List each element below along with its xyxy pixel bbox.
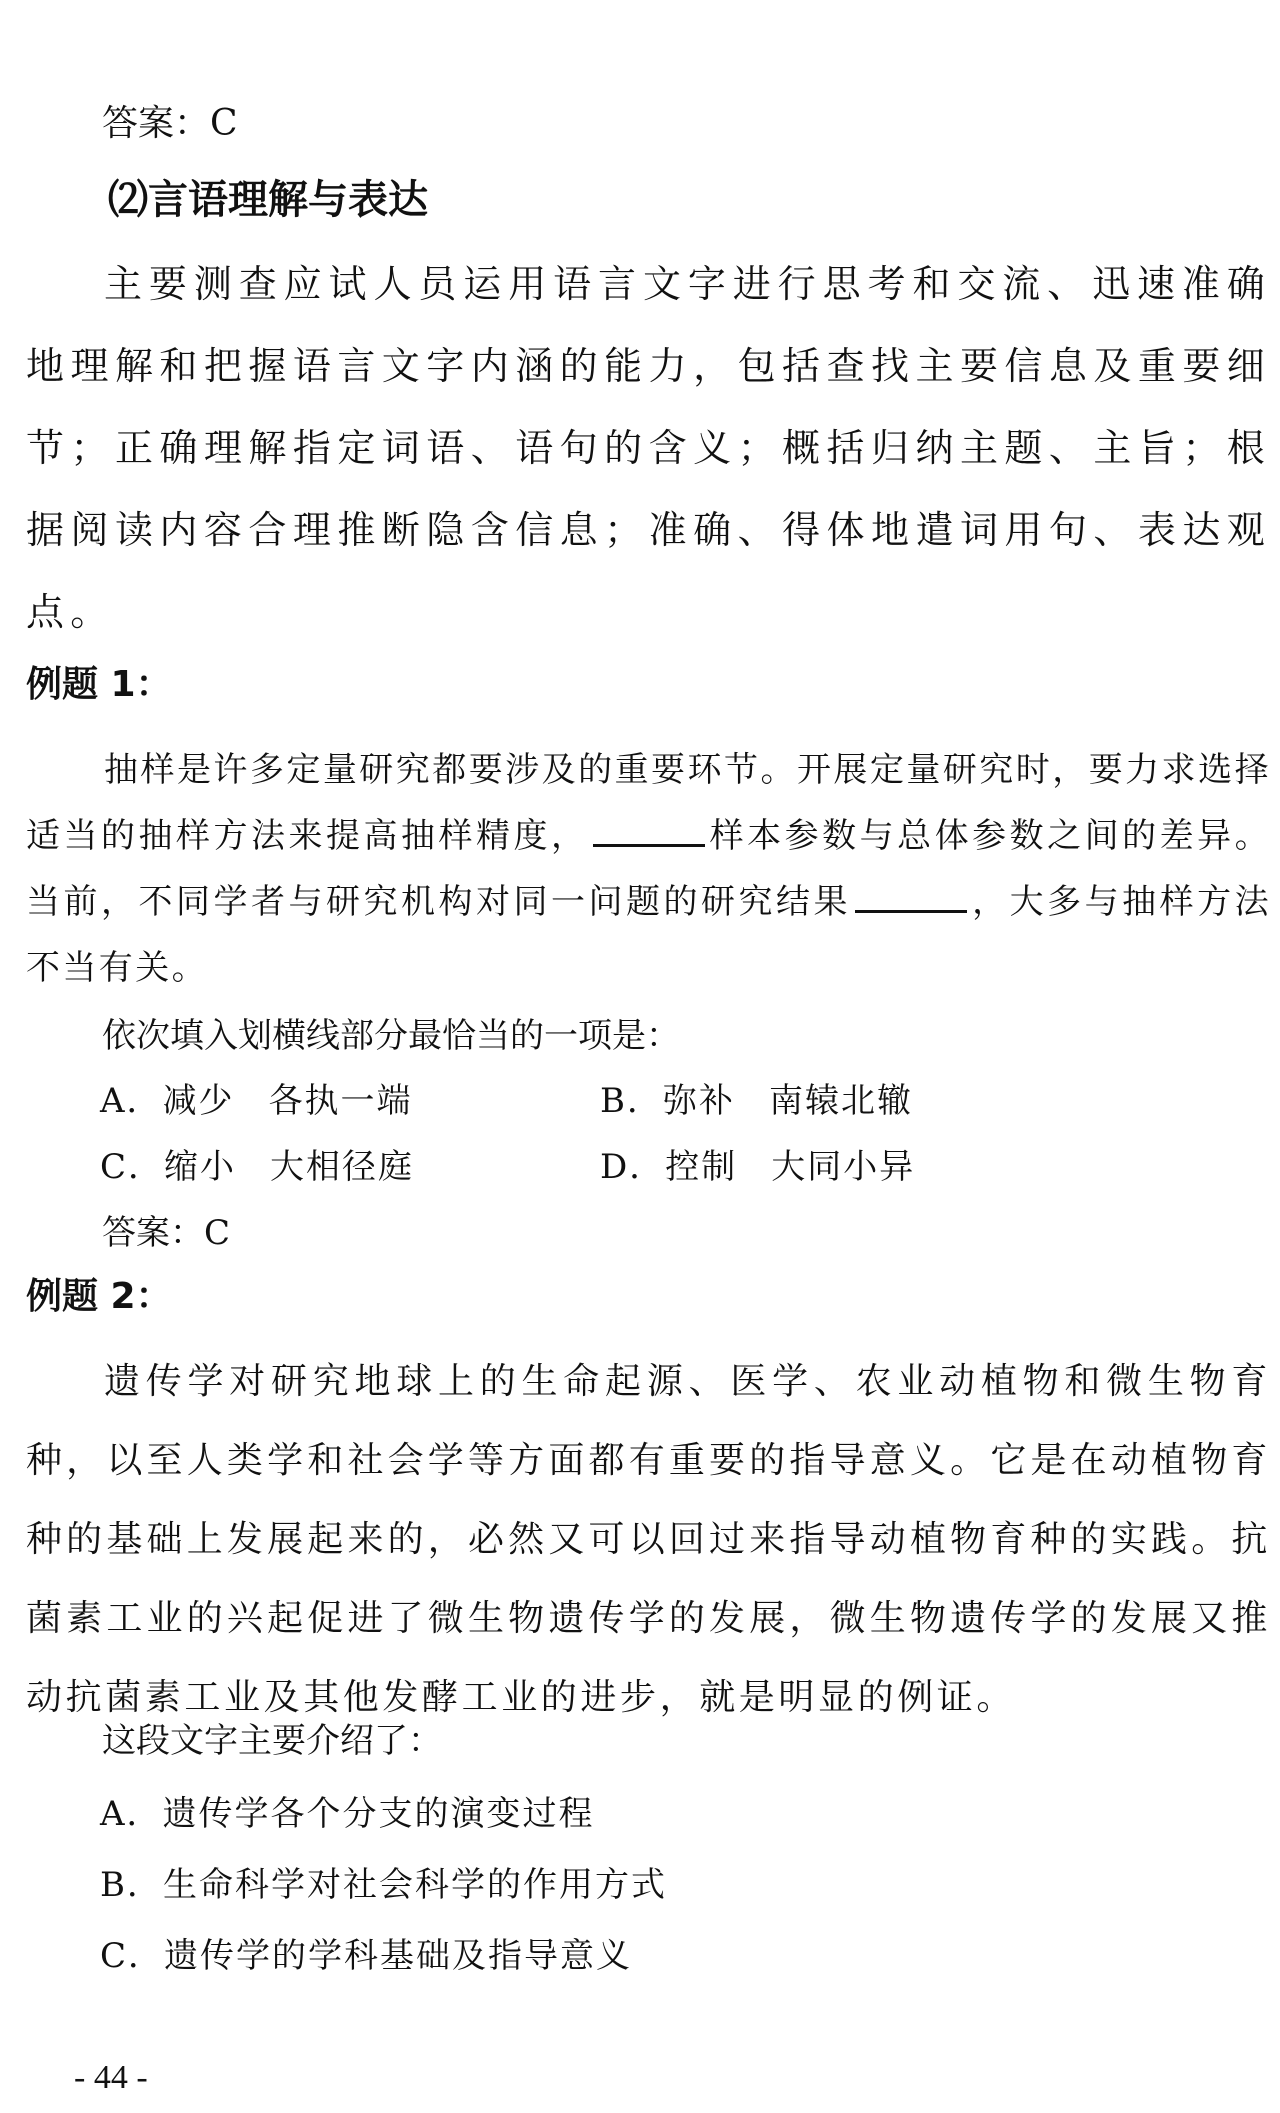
example1-passage-part2: 样本参数与总体参数之间的差异。当前，不同学者与研究机构对同一问题的研究结果 bbox=[26, 816, 1271, 922]
option-c-word1: 缩小 bbox=[164, 1147, 237, 1187]
example2-option-c: C．遗传学的学科基础及指导意义 bbox=[100, 1936, 633, 1976]
example1-passage-part3: ，大多与抽样方法不当有关。 bbox=[26, 882, 1271, 988]
example2-option-a: A．遗传学各个分支的演变过程 bbox=[100, 1794, 595, 1834]
page-number: - 44 - bbox=[74, 2059, 148, 2096]
example1-question: 依次填入划横线部分最恰当的一项是： bbox=[102, 1016, 680, 1056]
option-d-word2: 大同小异 bbox=[771, 1147, 916, 1187]
option-a-letter: A． bbox=[100, 1081, 163, 1121]
option-a-word1: 减少 bbox=[162, 1081, 235, 1121]
option-a-word2: 各执一端 bbox=[268, 1081, 413, 1121]
blank-line-1 bbox=[593, 814, 705, 847]
intro-paragraph: 主要测查应试人员运用语言文字进行思考和交流、迅速准确地理解和把握语言文字内涵的能力，包括查找主要信息及重要细节；正确理解指定词语、语句的含义；概括归纳主题、主旨；根据阅读内容合理推断隐含信息；准确、得体地遣词用句、表达观点。 bbox=[26, 262, 1271, 634]
example1-answer: 答案：C bbox=[102, 1213, 231, 1253]
example1-passage bbox=[26, 737, 1271, 1001]
example2-question: 这段文字主要介绍了： bbox=[102, 1721, 442, 1761]
example2-option-b: B．生命科学对社会科学的作用方式 bbox=[100, 1865, 667, 1905]
option-c-letter: C． bbox=[100, 1147, 165, 1187]
option-d-letter: D． bbox=[600, 1147, 666, 1187]
example2-title: 例题 2： bbox=[26, 1276, 172, 1317]
option-d-word1: 控制 bbox=[665, 1147, 738, 1187]
option-b-letter: B． bbox=[600, 1081, 663, 1121]
option-c bbox=[100, 1143, 414, 1191]
example1-title: 例题 1： bbox=[26, 664, 172, 705]
option-b bbox=[600, 1077, 913, 1125]
option-d bbox=[600, 1143, 915, 1191]
top-answer: 答案：C bbox=[102, 103, 238, 144]
option-a bbox=[100, 1077, 413, 1125]
section-heading: ⑵言语理解与表达 bbox=[108, 177, 428, 223]
example1-passage-part1: 抽样是许多定量研究都要涉及的重要环节。开展定量研究时，要力求选择适当的抽样方法来提高抽样精度， bbox=[26, 750, 1271, 856]
option-b-word2: 南辕北辙 bbox=[769, 1081, 913, 1121]
example2-passage: 遗传学对研究地球上的生命起源、医学、农业动植物和微生物育种，以至人类学和社会学等方面都有重要的指导意义。它是在动植物育种的基础上发展起来的，必然又可以回过来指导动植物育种的实践。抗菌素工业的兴起促进了微生物遗传学的发展，微生物遗传学的发展又推动抗菌素工业及其他发酵工业的进步，就是明显的例证。 bbox=[26, 1361, 1271, 1718]
option-b-word1: 弥补 bbox=[663, 1081, 735, 1121]
option-c-word2: 大相径庭 bbox=[270, 1147, 415, 1187]
blank-line-2 bbox=[855, 880, 967, 913]
